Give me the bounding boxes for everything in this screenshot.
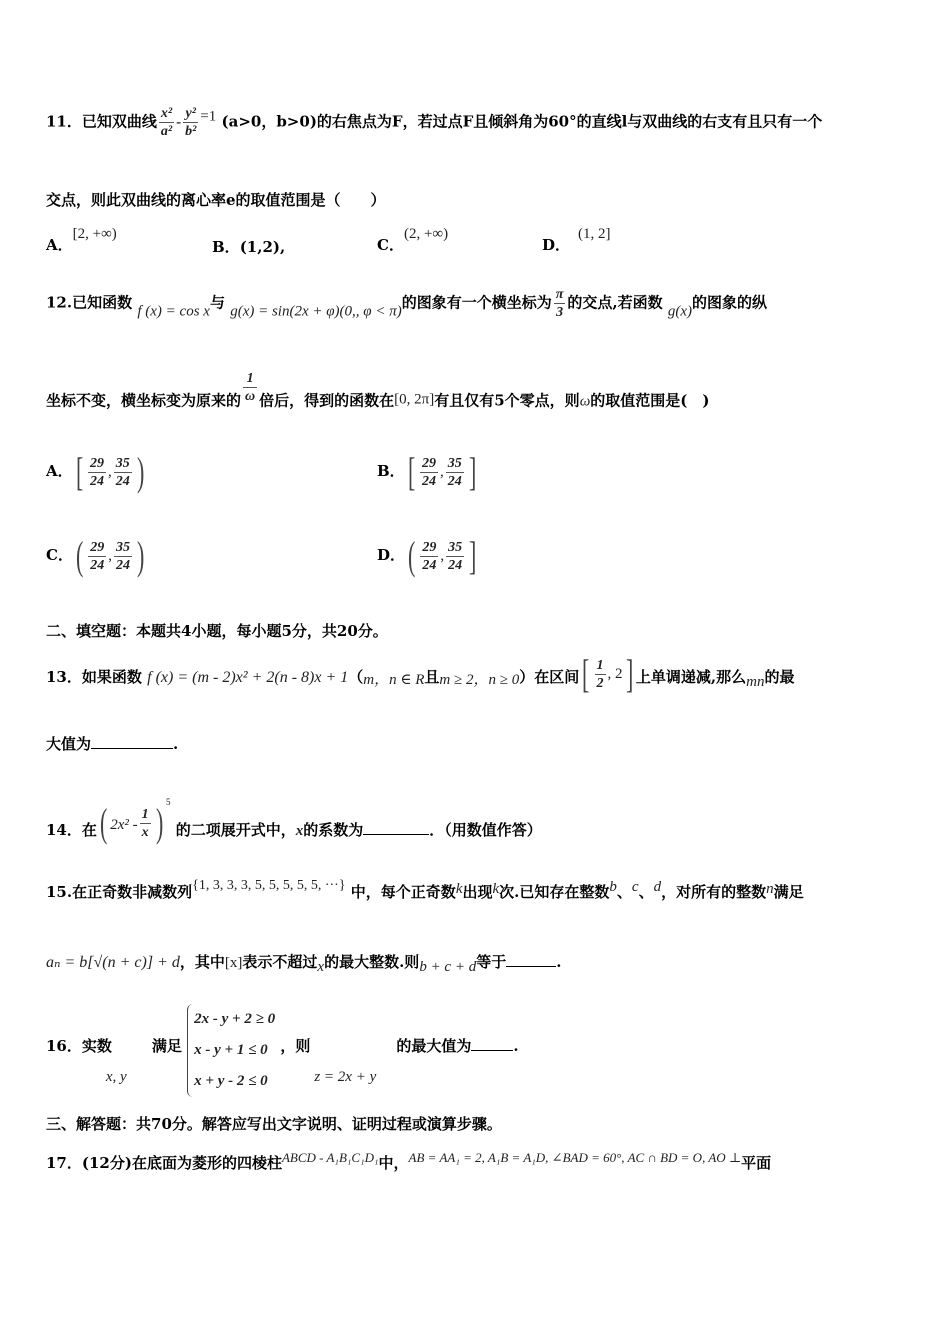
question-15-line-1: 15.在正奇数非减数列{1, 3, 3, 3, 5, 5, 5, 5, 5, ···} 中，每个正奇数k出现k次.已知存在整数b、c、d，对所有的整数n满足: [46, 878, 804, 901]
fraction-pi-3: $\frac{\pi}{3}$: [555, 287, 564, 320]
answer-blank[interactable]: [91, 734, 173, 749]
q11-option-c[interactable]: C．(2, +∞): [377, 226, 449, 254]
q12-option-d[interactable]: D．( $\frac{29}{24}$ , $\frac{35}{24}$ ]: [377, 533, 477, 578]
q12-option-a[interactable]: A．[ $\frac{29}{24}$ , $\frac{35}{24}$ ): [46, 449, 145, 494]
section-2-heading: 二、填空题：本题共4小题，每小题5分，共20分。: [46, 622, 388, 640]
question-12-line-2: 坐标不变，横坐标变为原来的 $\frac{1}{\omega}$ 倍后，得到的函数在[0, 2π]有且仅有5个零点，则ω的取值范围是( ): [46, 371, 710, 410]
question-13-line-2: 大值为 .: [46, 735, 179, 753]
section-3-heading: 三、解答题：共70分。解答应写出文字说明、证明过程或演算步骤。: [46, 1115, 502, 1133]
constraint-system: 2x - y + 2 ≥ 0 x - y + 1 ≤ 0 x + y - 2 ≤ 0: [187, 1004, 275, 1097]
question-12-line-1: 12.已知函数 f (x) = cos x与 g(x) = sin(2x + φ)(0,, φ < π)的图象有一个横坐标为 $\frac{\pi}{3}$ 的交点,若函数 g(x)的图象的纵: [46, 287, 768, 320]
question-13-line-1: 13．如果函数 f (x) = (m - 2)x² + 2(n - 8)x + 1（m，n ∈ R且m ≥ 2，n ≥ 0）在区间[ $\frac{1}{2}$ , 2] 上单调递减,那么mn的最: [46, 651, 795, 696]
answer-blank[interactable]: [471, 1036, 513, 1051]
question-15-line-2: aₙ = b[√(n + c)] + d，其中[x]表示不超过x的最大整数.则b + c + d等于 .: [46, 953, 562, 975]
question-number: 11．: [46, 112, 82, 131]
answer-blank[interactable]: [363, 820, 429, 835]
question-11-line-2: 交点，则此双曲线的离心率e的取值范围是（ ）: [46, 191, 386, 209]
q12-option-b[interactable]: B．[ $\frac{29}{24}$ , $\frac{35}{24}$ ]: [377, 449, 477, 494]
q12-option-c[interactable]: C．( $\frac{29}{24}$ , $\frac{35}{24}$ ): [46, 533, 145, 578]
q11-option-d[interactable]: D．(1, 2]: [542, 226, 611, 254]
q11-option-a[interactable]: A．[2, +∞): [46, 226, 117, 254]
q11-option-b[interactable]: B．(1,2),: [212, 238, 286, 256]
answer-blank[interactable]: [506, 952, 556, 967]
question-16-line: 16．实数x, y满足 2x - y + 2 ≥ 0 x - y + 1 ≤ 0 x + y - 2 ≤ 0 ，则z = 2x + y的最大值为 .: [46, 1004, 519, 1097]
fraction-y2-b2: $\frac{\text{y²}}{\text{b²}}$: [185, 106, 197, 139]
fraction-x2-a2: $\frac{\text{x²}}{\text{a²}}$: [160, 106, 173, 139]
fraction-1-omega: $\frac{1}{\omega}$: [245, 371, 256, 404]
question-14-line: 14．在( 2x² - $\frac{1}{x}$ ) $^5$ 的二项展开式中，x的系数为 ．（用数值作答）: [46, 797, 542, 845]
question-17-line: 17．(12分)在底面为菱形的四棱柱ABCD - A₁B₁C₁D₁中，AB = AA₁ = 2, A₁B = A₁D, ∠BAD = 60°, AC ∩ BD = O, AO ⊥平面: [46, 1150, 772, 1172]
question-11-line-1: 11．已知双曲线 $\frac{\text{x²}}{\text{a²}}$ - $\frac{\text{y²}}{\text{b²}}$ =1 (a>0，b>0)的右焦点为F，若过点F且倾斜角为60°的直线l与双曲线的右支有且只有一个: [46, 106, 823, 139]
